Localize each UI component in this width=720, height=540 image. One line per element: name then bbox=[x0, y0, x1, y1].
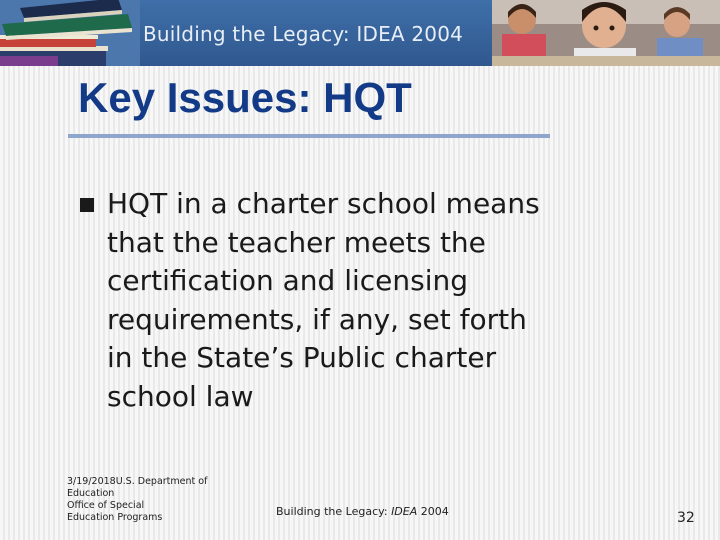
bullet-text bbox=[107, 185, 627, 416]
header-banner bbox=[0, 0, 720, 66]
bullet-line: that the teacher meets the bbox=[107, 225, 486, 259]
bullet-square-icon bbox=[80, 198, 94, 212]
page-number: 32 bbox=[677, 510, 695, 526]
banner-title: Building the Legacy: IDEA 2004 bbox=[143, 22, 464, 46]
footer-left-line: Office of Special bbox=[67, 500, 145, 511]
classroom-photo bbox=[492, 0, 720, 66]
footer-date-department bbox=[67, 476, 247, 524]
bullet-line: certification and licensing bbox=[107, 264, 469, 297]
bullet-line: school law bbox=[107, 379, 254, 413]
bullet-line: HQT in a charter school means bbox=[107, 187, 540, 220]
footer-title-prefix: Building the Legacy: bbox=[276, 505, 392, 518]
footer-left-line: Education bbox=[67, 488, 115, 499]
books-stack-image bbox=[0, 0, 140, 66]
footer-title bbox=[276, 505, 449, 518]
footer-left-line: 3/19/2018U.S. Department of bbox=[67, 476, 208, 487]
footer-title-italic: IDEA bbox=[391, 505, 418, 518]
bullet-line: requirements, if any, set forth bbox=[107, 302, 527, 336]
footer-left-line: Education Programs bbox=[67, 512, 163, 523]
footer-title-suffix: 2004 bbox=[417, 505, 449, 518]
bullet-line: in the State’s Public charter bbox=[107, 341, 497, 374]
title-underline bbox=[68, 134, 550, 138]
slide-title: Key Issues: HQT bbox=[78, 74, 412, 121]
